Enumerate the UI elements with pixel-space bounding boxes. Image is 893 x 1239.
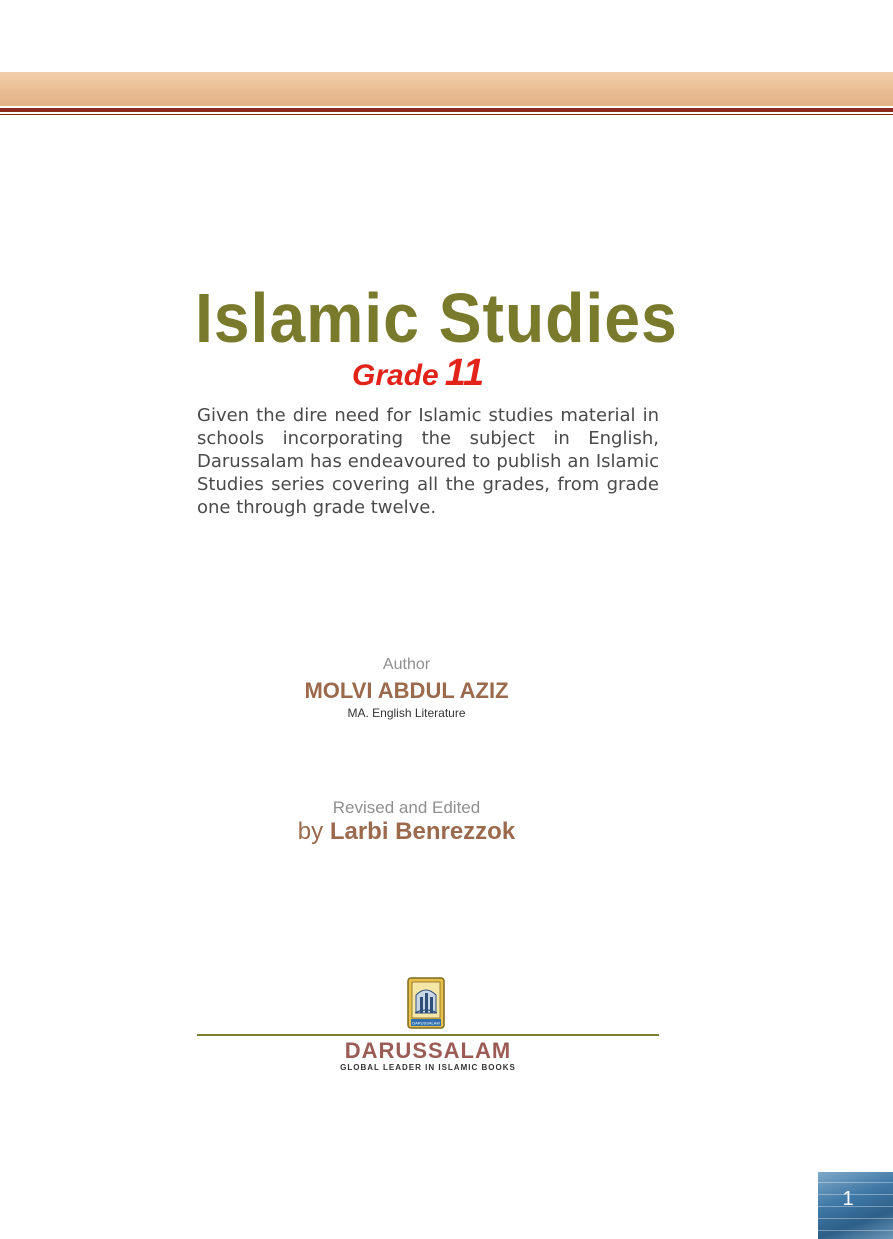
top-decorative-band: [0, 72, 893, 106]
logo-text: DARUSSALAM: [412, 1020, 440, 1026]
page-number-box: [818, 1172, 893, 1239]
editor-name: Larbi Benrezzok: [329, 818, 516, 845]
page-number: 1: [842, 1188, 854, 1210]
publisher-name: DARUSSALAM: [344, 1038, 512, 1063]
author-degree: MA. English Literature: [347, 706, 466, 720]
editor-prefix: by: [297, 818, 324, 845]
book-description: Given the dire need for Islamic studies material in schools incorporating the subject in English, Darussalam has endeavoured to publish an Islamic Studies series covering all the grades, from grade one through grade twelve.: [197, 405, 659, 518]
grade-number: 11: [444, 352, 485, 394]
author-label: Author: [382, 656, 431, 673]
darussalam-logo-icon: [407, 977, 445, 1029]
revised-edited-label: Revised and Edited: [332, 798, 481, 817]
publisher-tagline: GLOBAL LEADER IN ISLAMIC BOOKS: [340, 1063, 516, 1072]
publisher-rule: [197, 1034, 659, 1036]
grade-heading: [352, 352, 484, 395]
grade-label: Grade: [352, 359, 439, 392]
author-name: MOLVI ABDUL AZIZ: [304, 678, 509, 703]
top-rule-thin: [0, 114, 893, 115]
editor-credit: [0, 818, 853, 846]
book-title: Islamic Studies: [195, 279, 678, 357]
top-rule: [0, 108, 893, 112]
